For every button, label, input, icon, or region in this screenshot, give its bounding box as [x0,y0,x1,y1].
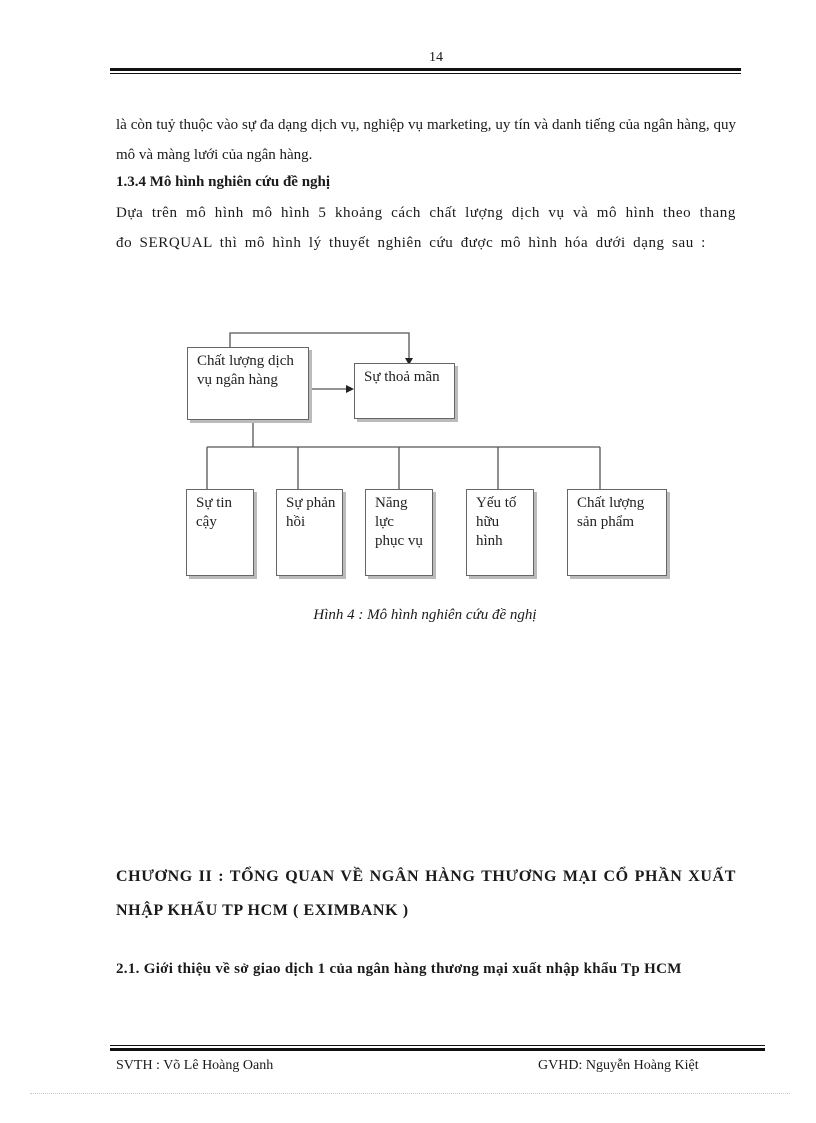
arrow-head-right [346,385,354,393]
factor-box-responsiveness: Sự phản hồi [276,489,343,576]
footer-student: SVTH : Võ Lê Hoàng Oanh [116,1058,274,1073]
header-rule-thin [110,73,741,74]
footer-rule [110,1048,765,1051]
footer-advisor: GVHD: Nguyễn Hoàng Kiệt [538,1058,699,1073]
factor-box-tangibles: Yếu tố hữu hình [466,489,534,576]
footer-rule-thin [110,1045,765,1046]
factor-box-competence: Năng lực phục vụ [365,489,433,576]
research-model-diagram [180,325,680,585]
satisfaction-box: Sự thoả mãn [354,363,455,419]
service-quality-box: Chất lượng dịch vụ ngân hàng [187,347,309,420]
paragraph-2: Dựa trên mô hình mô hình 5 khoảng cách chất lượng dịch vụ và mô hình theo thang đo SERQUAL thì mô hình lý thuyết nghiên cứu được mô hình hóa dưới dạng sau : [116,205,736,251]
section-title-2-1: 2.1. Giới thiệu về sở giao dịch 1 của ngân hàng thương mại xuất nhập khẩu Tp HCM [116,961,682,977]
page-bottom-dotted-line [30,1093,790,1094]
paragraph-1: là còn tuỷ thuộc vào sự đa dạng dịch vụ, nghiệp vụ marketing, uy tín và danh tiếng của ngân hàng, quy mô và màng lưới của ngân hàng. [116,117,736,163]
factor-box-reliability: Sự tin cậy [186,489,254,576]
page-number: 14 [429,50,443,65]
factor-box-product-quality: Chất lượng sản phẩm [567,489,667,576]
header-rule [110,68,741,71]
section-heading-1-3-4: 1.3.4 Mô hình nghiên cứu đề nghị [116,174,331,190]
chapter-title: CHƯƠNG II : TỔNG QUAN VỀ NGÂN HÀNG THƯƠNG MẠI CỔ PHẦN XUẤT NHẬP KHẨU TP HCM ( EXIMBANK ) [116,868,736,919]
figure-caption: Hình 4 : Mô hình nghiên cứu đề nghị [313,607,537,623]
